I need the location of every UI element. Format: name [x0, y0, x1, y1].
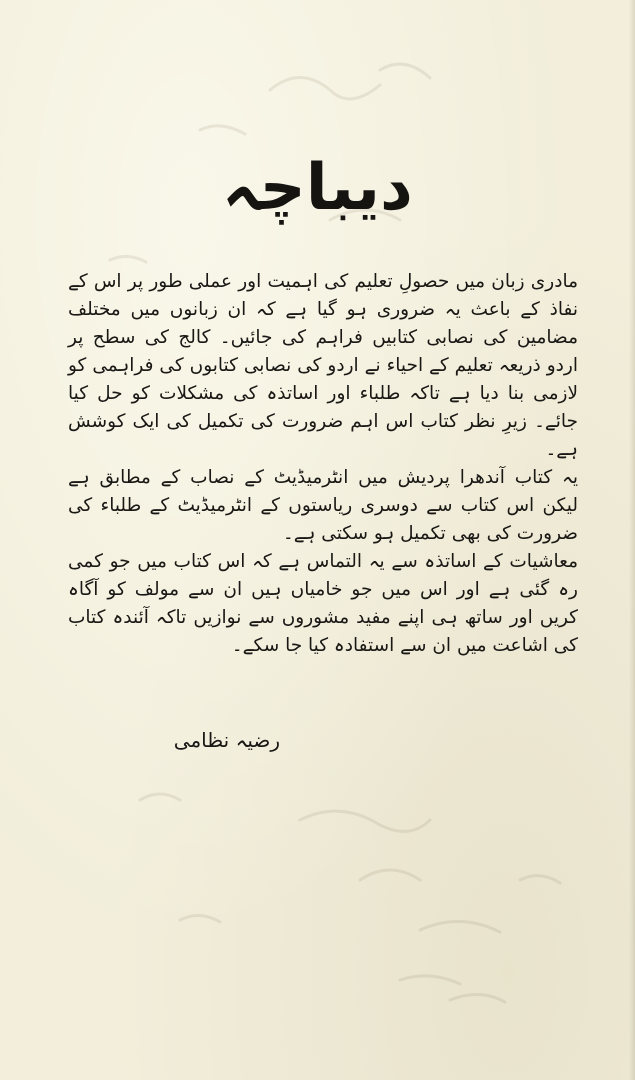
paragraph-2: یہ کتاب آندھرا پردیش میں انٹرمیڈیٹ کے نصاب کے مطابق ہے لیکن اس کتاب سے دوسری ریاستوں کے انٹرمیڈیٹ کے طلباء کی ضرورت کی بھی تکمیل ہو سکتی ہے۔	[68, 467, 578, 544]
preface-body	[68, 268, 578, 660]
paragraph-3: معاشیات کے اساتذہ سے یہ التماس ہے کہ اس کتاب میں جو کمی رہ گئی ہے اور اس میں جو خامیاں ہیں ان سے مولف کو آگاہ کریں اور ساتھ ہی اپنے مفید مشوروں سے نوازیں تاکہ آئندہ کتاب کی اشاعت میں ان سے استفادہ کیا جا سکے۔	[68, 551, 578, 656]
page-title: دیباچہ	[222, 151, 413, 225]
paragraph-1: مادری زبان میں حصولِ تعلیم کی اہمیت اور عملی طور پر اس کے نفاذ کے باعث یہ ضروری ہو گیا ہے کہ ان زبانوں میں مختلف مضامین کی نصابی کتابیں فراہم کی جائیں۔ کالج کی سطح پر اردو ذریعہ تعلیم کے احیاء نے اردو کی نصابی کتابوں کی فراہمی کو لازمی بنا دیا ہے تاکہ طلباء اور اساتذہ کی مشکلات کو حل کیا جائے۔ زیرِ نظر کتاب اس اہم ضرورت کی تکمیل کی ایک کوشش ہے۔	[68, 271, 578, 460]
author-signature: رضیہ نظامی	[173, 728, 280, 752]
page-edge-shadow	[629, 0, 635, 1080]
